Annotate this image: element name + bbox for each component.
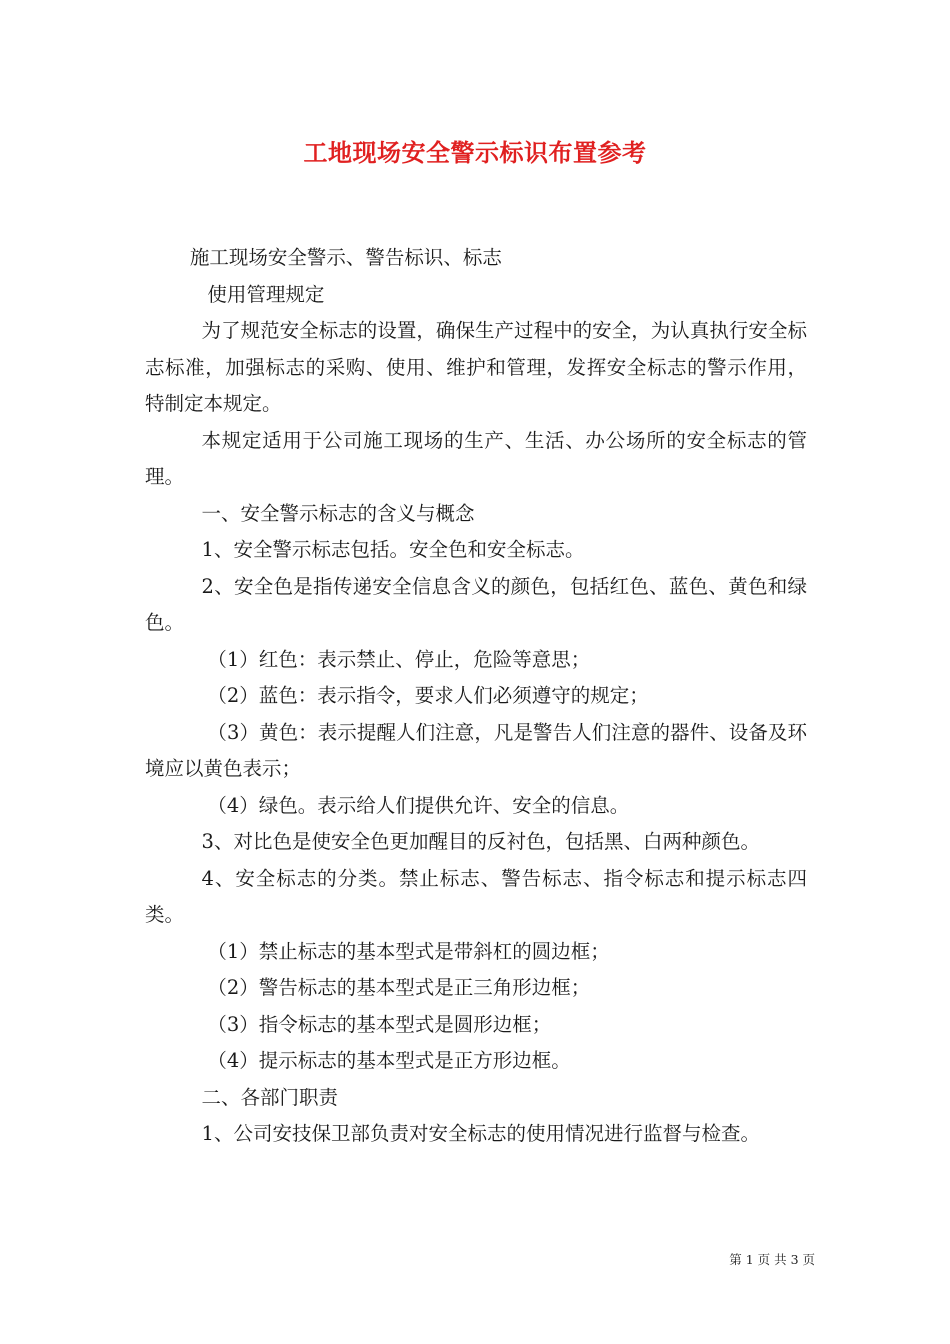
section-heading: 一、安全警示标志的含义与概念 bbox=[201, 501, 475, 525]
list-item: （3）黄色：表示提醒人们注意，凡是警告人们注意的器件、设备及环境应以黄色表示； bbox=[145, 720, 807, 780]
body-paragraph: 4、安全标志的分类。禁止标志、警告标志、指令标志和提示标志四类。 bbox=[145, 866, 807, 926]
list-item: （4）提示标志的基本型式是正方形边框。 bbox=[207, 1049, 571, 1072]
body-paragraph: 本规定适用于公司施工现场的生产、生活、办公场所的安全标志的管理。 bbox=[145, 428, 807, 488]
page-number-footer: 第 1 页 共 3 页 bbox=[729, 1252, 815, 1267]
list-item: （4）绿色。表示给人们提供允许、安全的信息。 bbox=[207, 793, 630, 817]
body-paragraph: 1、公司安技保卫部负责对安全标志的使用情况进行监督与检查。 bbox=[201, 1122, 760, 1145]
body-paragraph: 3、对比色是使安全色更加醒目的反衬色，包括黑、白两种颜色。 bbox=[201, 830, 760, 853]
subheading-paragraph: 使用管理规定 bbox=[207, 282, 325, 306]
document-body bbox=[145, 240, 807, 1153]
list-item: （2）警告标志的基本型式是正三角形边框； bbox=[207, 976, 591, 999]
heading-paragraph: 施工现场安全警示、警告标识、标志 bbox=[189, 246, 502, 269]
body-paragraph: 2、安全色是指传递安全信息含义的颜色，包括红色、蓝色、黄色和绿色。 bbox=[145, 574, 807, 634]
list-item: （3）指令标志的基本型式是圆形边框； bbox=[207, 1012, 552, 1036]
body-paragraph: 1、安全警示标志包括。安全色和安全标志。 bbox=[201, 538, 585, 561]
list-item: （1）红色：表示禁止、停止，危险等意思； bbox=[207, 647, 591, 671]
list-item: （2）蓝色：表示指令，要求人们必须遵守的规定； bbox=[207, 684, 649, 707]
list-item: （1）禁止标志的基本型式是带斜杠的圆边框； bbox=[207, 939, 610, 963]
section-heading: 二、各部门职责 bbox=[201, 1085, 339, 1109]
body-paragraph: 为了规范安全标志的设置，确保生产过程中的安全，为认真执行安全标志标准，加强标志的采购、使用、维护和管理，发挥安全标志的警示作用，特制定本规定。 bbox=[145, 319, 807, 415]
document-title: 工地现场安全警示标识布置参考 bbox=[303, 138, 647, 167]
